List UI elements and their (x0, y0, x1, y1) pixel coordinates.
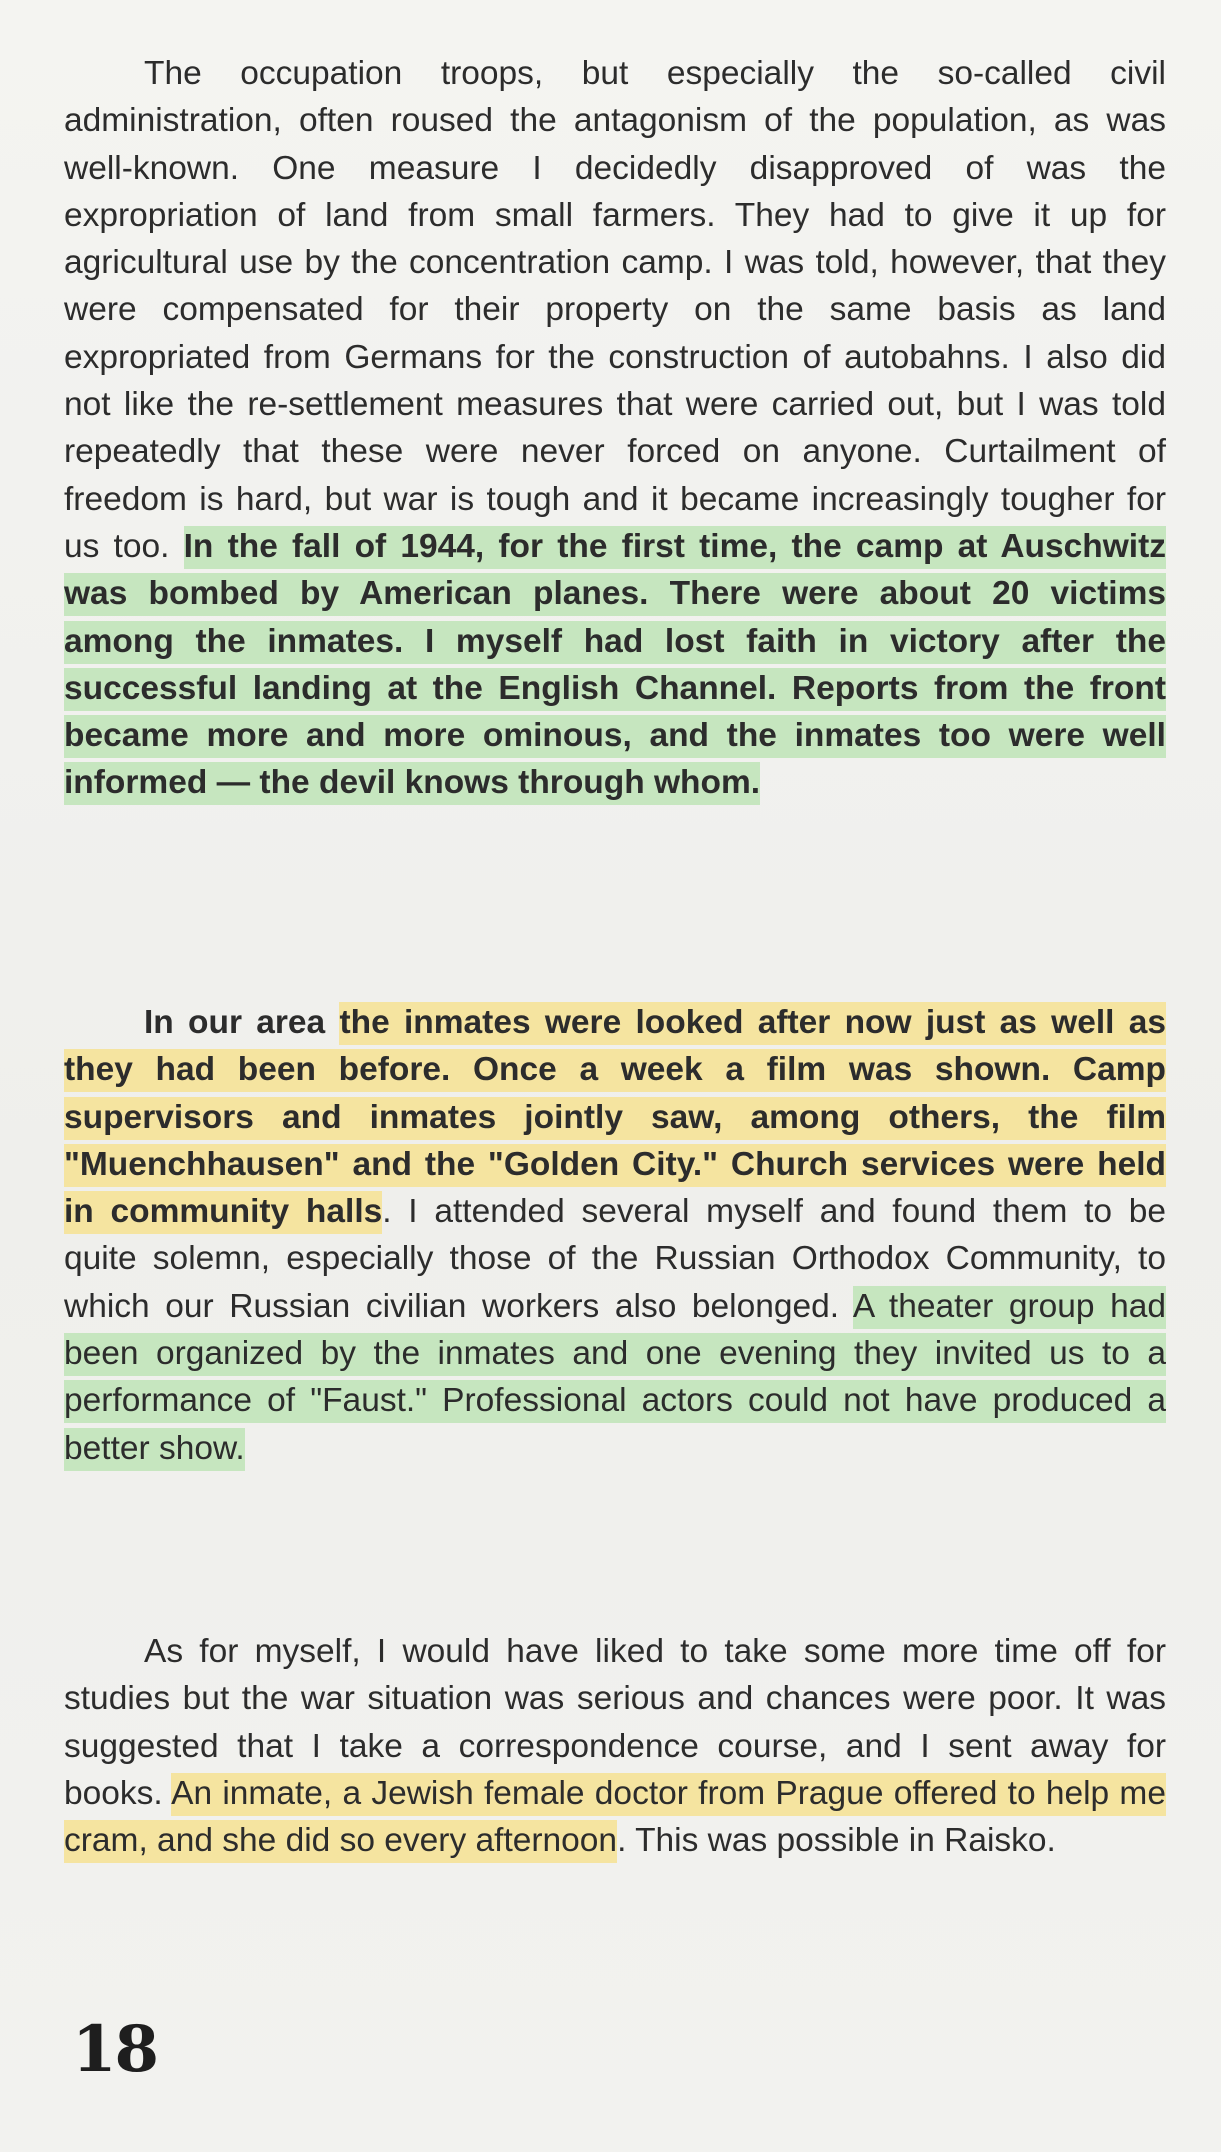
paragraph-2-green-highlight: A theater group had been organized by the inmates and one evening they invited us to a performance of "Faust." Professional actors could not have produced a better show. (64, 1287, 1166, 1467)
paragraph-2-middle-text: . I attended several myself and found them to be quite solemn, especially those of the Russian Orthodox Community, to which our Russian civilian workers also belonged. (64, 1193, 1166, 1325)
paragraph-2 (64, 999, 1166, 1472)
paragraph-3 (64, 1628, 1166, 1864)
paragraph-1-plain-text: The occupation troops, but especially the so-called civil administration, often roused the antagonism of the population, as was well-known. One measure I decidedly disapproved of was the expropriation of land from small farmers. They had to give it up for agricultural use by the concentration camp. I was told, however, that they were compensated for their property on the same basis as land expropriated from Germans for the construction of autobahns. I also did not like the re-settlement measures that were carried out, but I was told repeatedly that these were never forced on anyone. Curtailment of freedom is hard, but war is tough and it became increasingly tougher for us too. (64, 55, 1166, 565)
paragraph-3-plain-text: As for myself, I would have liked to take some more time off for studies but the war situation was serious and chances were poor. It was suggested that I take a correspondence course, and I sent away for books. (64, 1633, 1166, 1812)
paragraph-1-green-highlight: In the fall of 1944, for the first time, the camp at Auschwitz was bombed by American planes. There were about 20 victims among the inmates. I myself had lost faith in victory after the successful landing at the English Channel. Reports from the front became more and more ominous, and the inmates too were well informed — the devil knows through whom. (64, 527, 1166, 802)
paragraph-2-lead-text: In our area (144, 1004, 340, 1041)
paragraph-3-tail-text: . This was possible in Raisko. (617, 1822, 1056, 1860)
paragraph-2-yellow-highlight: the inmates were looked after now just as well as they had been before. Once a week a film was shown. Camp supervisors and inmates jointly saw, among others, the film "Muenchhausen" and the "Golden City." Church services were held in community halls (64, 1004, 1166, 1231)
page-number: 18 (72, 2012, 158, 2087)
paragraph-3-yellow-highlight: An inmate, a Jewish female doctor from Prague offered to help me cram, and she did so every afternoon (64, 1774, 1166, 1860)
paragraph-1 (64, 50, 1166, 807)
